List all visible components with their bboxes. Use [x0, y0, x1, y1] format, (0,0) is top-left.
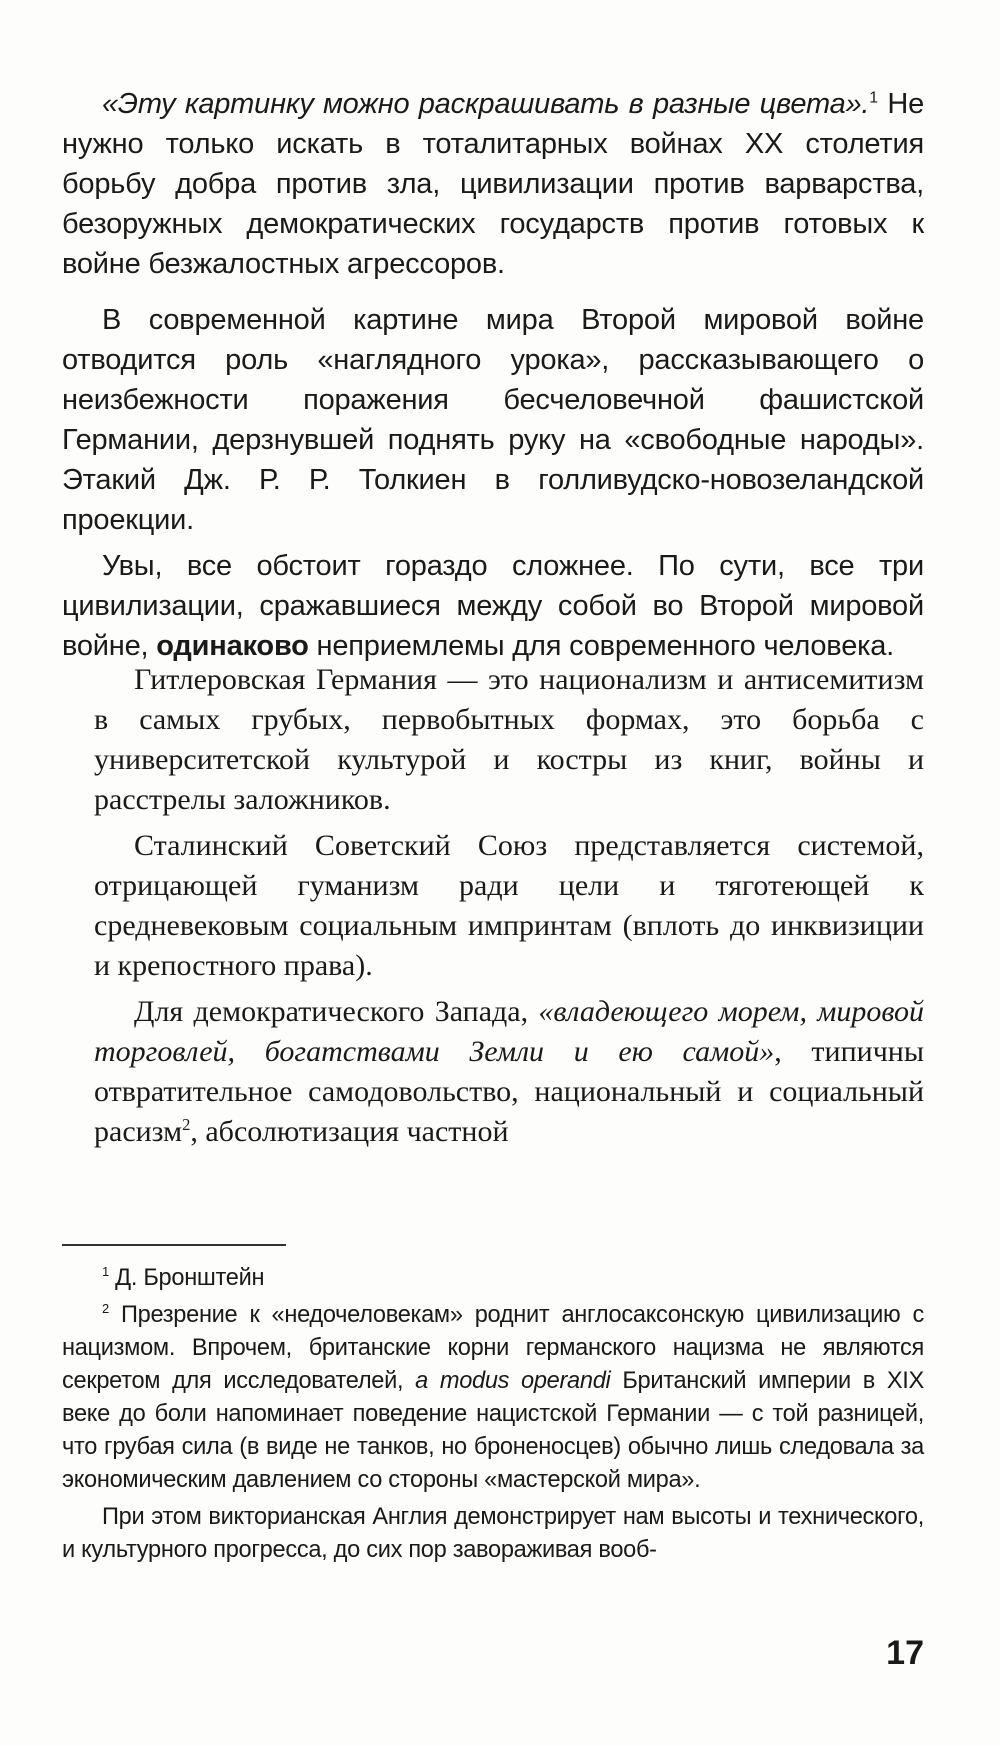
- modern-paragraph-1: В современной картине мира Второй мировой войне отводится роль «наглядного урока», рассказывающего о неизбежности поражения бесчеловечной фашистской Германии, дерзнувшей поднять руку на «свободные народы». Этакий Дж. Р. Р. Толкиен в голливудско-новозеландской проекции.: [62, 304, 924, 536]
- footnote-divider: [62, 1244, 286, 1246]
- modern-p2-bold: одинаково: [156, 630, 309, 662]
- page-number: 17: [886, 1634, 924, 1672]
- intro-text: Не нужно только искать в тоталитарных войнах XX столетия борьбу добра против зла, цивилизации против варварства, безоружных демократических государств против готовых к войне безжалостных агрессоров.: [62, 88, 925, 280]
- west-quote: «владеющего морем, мировой торговлей, богатствами Земли и ею самой»: [94, 995, 924, 1068]
- intro-paragraph: [62, 84, 924, 284]
- footnote-2-text-after: Британский империи в XIX веке до боли напоминает поведение нацистской Германии — с той разницей, что грубая сила (в виде не танков, но броненосцев) обычно лишь следовала за экономическим давлением со стороны «мастерской мира».: [62, 1368, 924, 1493]
- west-after: , абсолютизация частной: [190, 1115, 509, 1148]
- footnote-1-text: Д. Бронштейн: [108, 1265, 265, 1291]
- germany-paragraph: Гитлеровская Германия — это национализм и антисемитизм в самых грубых, первобытных формах, это борьба с университетской культурой и костры из книг, войны и расстрелы заложников.: [94, 663, 924, 816]
- modern-p2-before: Увы, все обстоит гораздо сложнее. По сути, все три цивилизации, сражавшиеся между собой во Второй мировой войне,: [62, 550, 924, 662]
- footnotes: [62, 1262, 924, 1567]
- footnote-2-continued: При этом викторианская Англия демонстрирует нам высоты и технического, и культурного прогресса, до сих пор завораживая вооб-: [62, 1504, 924, 1563]
- footnote-ref-1: 1: [869, 89, 878, 107]
- modern-paragraph-2: [62, 546, 924, 666]
- intro-quote: «Эту картинку можно раскрашивать в разные цвета».: [102, 88, 870, 120]
- footnote-ref-2: 2: [182, 1115, 191, 1134]
- footnote-2: [62, 1299, 924, 1497]
- footnote-2-text-before: Презрение к «недочеловекам» роднит англосаксонскую цивилизацию с нацизмом. Впрочем, британские корни германского нацизма не являются секретом для исследователей,: [62, 1302, 924, 1394]
- footnote-1: [62, 1262, 924, 1295]
- modern-section: [62, 300, 924, 666]
- modern-p2-after: неприемлемы для современного человека.: [308, 630, 895, 662]
- footnote-2-text-italic: а modus operandi: [415, 1368, 611, 1394]
- footnote-1-mark: 1: [102, 1264, 109, 1280]
- ussr-paragraph: Сталинский Советский Союз представляется системой, отрицающей гуманизм ради цели и тяготеющей к средневековым социальным импринтам (вплоть до инквизиции и крепостного права).: [94, 829, 924, 982]
- footnote-2-mark: 2: [102, 1301, 109, 1317]
- civilizations-section: [94, 660, 924, 1152]
- west-mid: , типичны отвратительное самодовольство, национальный и социальный расизм: [94, 1035, 925, 1148]
- west-before: Для демократического Запада,: [134, 995, 539, 1028]
- west-paragraph: [94, 992, 924, 1152]
